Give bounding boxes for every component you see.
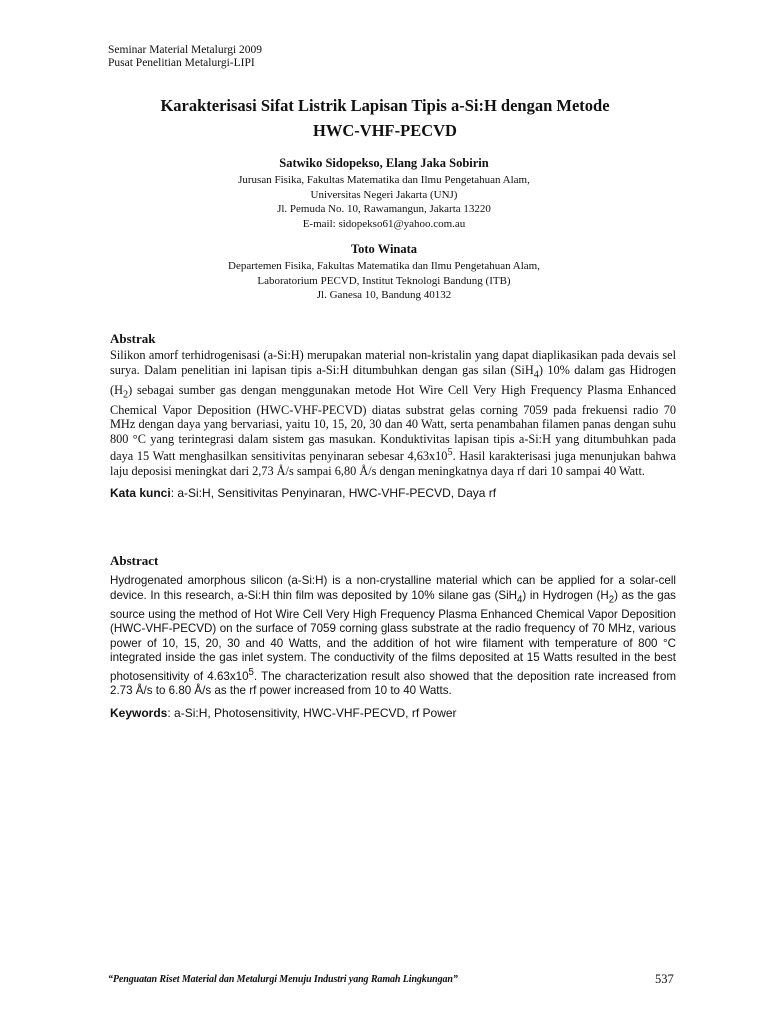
abstract-text <box>110 574 676 699</box>
kata-kunci-label: Kata kunci <box>110 485 171 500</box>
keywords-text: : a-Si:H, Photosensitivity, HWC-VHF-PECVD, rf Power <box>167 705 457 720</box>
abstrak-text <box>110 348 676 479</box>
affiliation-line: Laboratorium PECVD, Institut Teknologi Bandung (ITB) <box>257 274 511 287</box>
text-run: ) as the gas source using the method of Hot Wire Cell Very High Frequency Plasma Enhanced Chemical Vapor Deposition (HWC-VHF-PECVD) on the surface of 7059 corning glass substrate at the radio frequency of 70 MHz, various power of 10, 15, 20, 30 and 40 Watts, and the addition of hot wire filament with temperature of 800 °C integrated inside the gas inlet system. The conductivity of the films deposited at 15 Watts resulted in the best photosensitivity of 4.63x10 <box>110 588 676 683</box>
text-run: Hydrogenated amorphous silicon (a-Si:H) is a non-crystalline material which can be applied for a solar-cell device. In this research, a-Si:H thin film was deposited by 10% silane gas (SiH <box>110 574 676 602</box>
affiliation-line: Departemen Fisika, Fakultas Matematika dan Ilmu Pengetahuan Alam, <box>228 260 540 272</box>
text-run: ) in Hydrogen (H <box>522 588 609 602</box>
affiliation-line: Universitas Negeri Jakarta (UNJ) <box>310 188 458 201</box>
affiliation-line: Jurusan Fisika, Fakultas Matematika dan Ilmu Pengetahuan Alam, <box>238 174 530 186</box>
subscript: 4 <box>517 593 523 605</box>
keywords-label: Keywords <box>110 705 168 720</box>
author-block-1 <box>120 155 648 231</box>
paper-title <box>90 93 680 143</box>
address-line: Jl. Ganesa 10, Bandung 40132 <box>316 289 452 301</box>
page-number: 537 <box>655 972 674 986</box>
author-names: Satwiko Sidopekso, Elang Jaka Sobirin <box>279 156 489 170</box>
subscript: 2 <box>122 389 129 401</box>
header-seminar: Seminar Material Metalurgi 2009 <box>108 44 263 56</box>
subscript: 2 <box>608 593 615 605</box>
email-line: E-mail: sidopekso61@yahoo.com.au <box>302 217 466 230</box>
author-names: Toto Winata <box>350 242 418 256</box>
abstract-section <box>110 553 676 721</box>
subscript: 4 <box>533 369 539 381</box>
running-header <box>108 44 262 70</box>
header-institution: Pusat Penelitian Metalurgi-LIPI <box>108 57 255 69</box>
text-run: . The characterization result also showed that the deposition rate increased from 2.73 Å/s to 6.80 Å/s as the rf power increased from 10 to 40 Watts. <box>110 669 676 698</box>
text-run: Silikon amorf terhidrogenisasi (a-Si:H) merupakan material non-kristalin yang dapat diaplikasikan pada devais sel surya. Dalam penelitian ini lapisan tipis a-Si:H ditumbuhkan dengan gas silan (SiH <box>110 348 676 377</box>
author-block-2 <box>120 241 648 303</box>
title-line-2: HWC-VHF-PECVD <box>313 121 457 140</box>
text-run: ) 10% dalam gas Hidrogen (H <box>110 362 676 397</box>
superscript: 5 <box>447 447 453 459</box>
title-line-1: Karakterisasi Sifat Listrik Lapisan Tipis a-Si:H dengan Metode <box>160 96 610 115</box>
abstrak-heading: Abstrak <box>110 331 156 346</box>
text-run: . Hasil karakterisasi juga menunjukan bahwa laju deposisi meningkat dari 2,73 Å/s sampai 6,80 Å/s dengan meningkatnya daya rf dari 10 sampai 40 Watt. <box>110 449 677 479</box>
kata-kunci <box>110 486 676 501</box>
address-line: Jl. Pemuda No. 10, Rawamangun, Jakarta 13220 <box>277 203 491 215</box>
abstract-heading: Abstract <box>110 553 159 568</box>
superscript: 5 <box>248 666 254 678</box>
abstrak-section <box>110 331 676 501</box>
text-run: ) sebagai sumber gas dengan menggunakan metode Hot Wire Cell Very High Frequency Plasma Enhanced Chemical Vapor Deposition (HWC-VHF-PECVD) diatas substrat gelas corning 7059 pada frekuensi radio 70 MHz dengan daya yang bervariasi, yaitu 10, 15, 20, 30 dan 40 Watt, serta penambahan filamen panas dengan suhu 800 °C yang terintegrasi dalam sistem gas masukan. Konduktivitas lapisan tipis a-Si:H yang ditumbuhkan pada daya 15 Watt menghasilkan sensitivitas penyinaran sebesar 4,63x10 <box>110 382 676 464</box>
kata-kunci-text: : a-Si:H, Sensitivitas Penyinaran, HWC-VHF-PECVD, Daya rf <box>170 485 497 500</box>
footer-quote: “Penguatan Riset Material dan Metalurgi Menuju Industri yang Ramah Lingkungan” <box>108 974 458 985</box>
keywords <box>110 706 676 721</box>
